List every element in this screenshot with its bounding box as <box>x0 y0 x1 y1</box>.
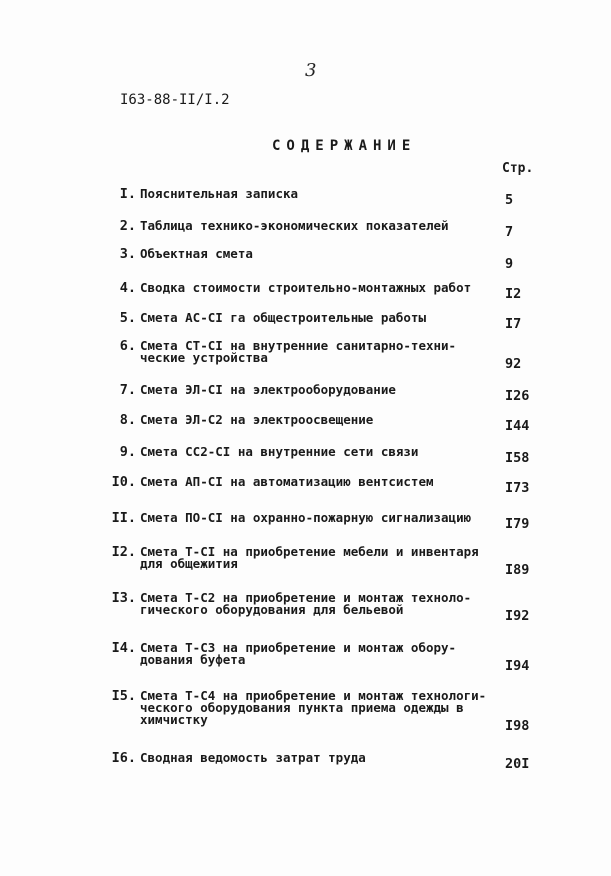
toc-entry-title: Таблица технико-экономических показателей <box>140 218 449 233</box>
toc-entry <box>110 590 530 624</box>
toc-entry <box>110 544 530 578</box>
toc-entry-page: I7 <box>505 316 522 332</box>
toc-entry-title: Сводка стоимости строительно-монтажных работ <box>140 280 472 295</box>
toc-entry <box>110 246 530 272</box>
document-id: I63-88-II/I.2 <box>120 92 230 108</box>
toc-entry <box>110 640 530 674</box>
toc-entry-title: Смета АС-СI га общестроительные работы <box>140 310 426 325</box>
toc-entry-title: Смета Т-С3 на приобретение и монтаж обору- дования буфета <box>140 640 457 667</box>
toc-entry-page: 9 <box>505 256 514 272</box>
toc-entry-title: Смета Т-С2 на приобретение и монтаж техноло- гического оборудования для бельевой <box>140 590 472 617</box>
toc-entry-page: I58 <box>505 450 530 466</box>
toc-entry-page: I92 <box>505 608 530 624</box>
toc-entry-number: 3. <box>119 246 136 262</box>
toc-entry-title: Сводная ведомость затрат труда <box>140 750 366 765</box>
toc-entry <box>110 412 530 434</box>
toc-entry-number: I2. <box>111 544 136 560</box>
toc-entry <box>110 688 530 734</box>
page-title: СОДЕРЖАНИЕ <box>272 138 417 154</box>
toc-entry-page: I26 <box>505 388 530 404</box>
toc-entry <box>110 444 530 466</box>
handwritten-page-number: 3 <box>305 60 317 81</box>
toc-entry-number: I5. <box>111 688 136 704</box>
toc-entry-page: 7 <box>505 224 514 240</box>
toc-entry-page: I89 <box>505 562 530 578</box>
toc-entry-number: I. <box>119 186 136 202</box>
toc-entry-title: Смета СС2-СI на внутренние сети связи <box>140 444 419 459</box>
toc-entry-number: II. <box>111 510 136 526</box>
toc-entry-number: 9. <box>119 444 136 460</box>
toc-entry <box>110 750 530 772</box>
toc-entry-title: Смета Т-СI на приобретение мебели и инвентаря для общежития <box>140 544 479 571</box>
toc-entry-title: Смета Т-С4 на приобретение и монтаж технологи- ческого оборудования пункта приема одежды в химчистку <box>140 688 487 727</box>
toc-entry-title: Смета ЭЛ-С2 на электроосвещение <box>140 412 374 427</box>
toc-entry-page: 92 <box>505 356 522 372</box>
toc-entry-title: Объектная смета <box>140 246 253 261</box>
toc-entry-title: Смета ПО-СI на охранно-пожарную сигнализацию <box>140 510 472 525</box>
toc-entry <box>110 310 530 332</box>
toc-entry-title: Смета АП-СI на автоматизацию вентсистем <box>140 474 434 489</box>
toc-entry-number: 8. <box>119 412 136 428</box>
toc-entry-page: I94 <box>505 658 530 674</box>
toc-entry-page: 20I <box>505 756 530 772</box>
page-column-label: Стр. <box>502 161 534 176</box>
toc-entry-number: 4. <box>119 280 136 296</box>
toc-entry-page: 5 <box>505 192 514 208</box>
toc-entry <box>110 338 530 372</box>
toc-entry-page: I73 <box>505 480 530 496</box>
toc-entry <box>110 382 530 404</box>
toc-entry-page: I44 <box>505 418 530 434</box>
toc-entry <box>110 186 530 208</box>
toc-entry-page: I2 <box>505 286 522 302</box>
toc-entry-number: I6. <box>111 750 136 766</box>
toc-entry <box>110 474 530 496</box>
toc-entry-number: 7. <box>119 382 136 398</box>
toc-entry-number: 6. <box>119 338 136 354</box>
toc-entry <box>110 218 530 240</box>
toc-entry <box>110 280 530 302</box>
toc-entry-number: 2. <box>119 218 136 234</box>
toc-entry-title: Смета СТ-СI на внутренние санитарно-техни- ческие устройства <box>140 338 457 365</box>
toc-entry-number: I4. <box>111 640 136 656</box>
toc-entry-number: I0. <box>111 474 136 490</box>
toc-entry-number: I3. <box>111 590 136 606</box>
toc-entry-number: 5. <box>119 310 136 326</box>
toc-entry-title: Пояснительная записка <box>140 186 299 201</box>
toc-entry-page: I79 <box>505 516 530 532</box>
toc-entry-title: Смета ЭЛ-СI на электрооборудование <box>140 382 396 397</box>
toc-entry <box>110 510 530 532</box>
toc-entry-page: I98 <box>505 718 530 734</box>
